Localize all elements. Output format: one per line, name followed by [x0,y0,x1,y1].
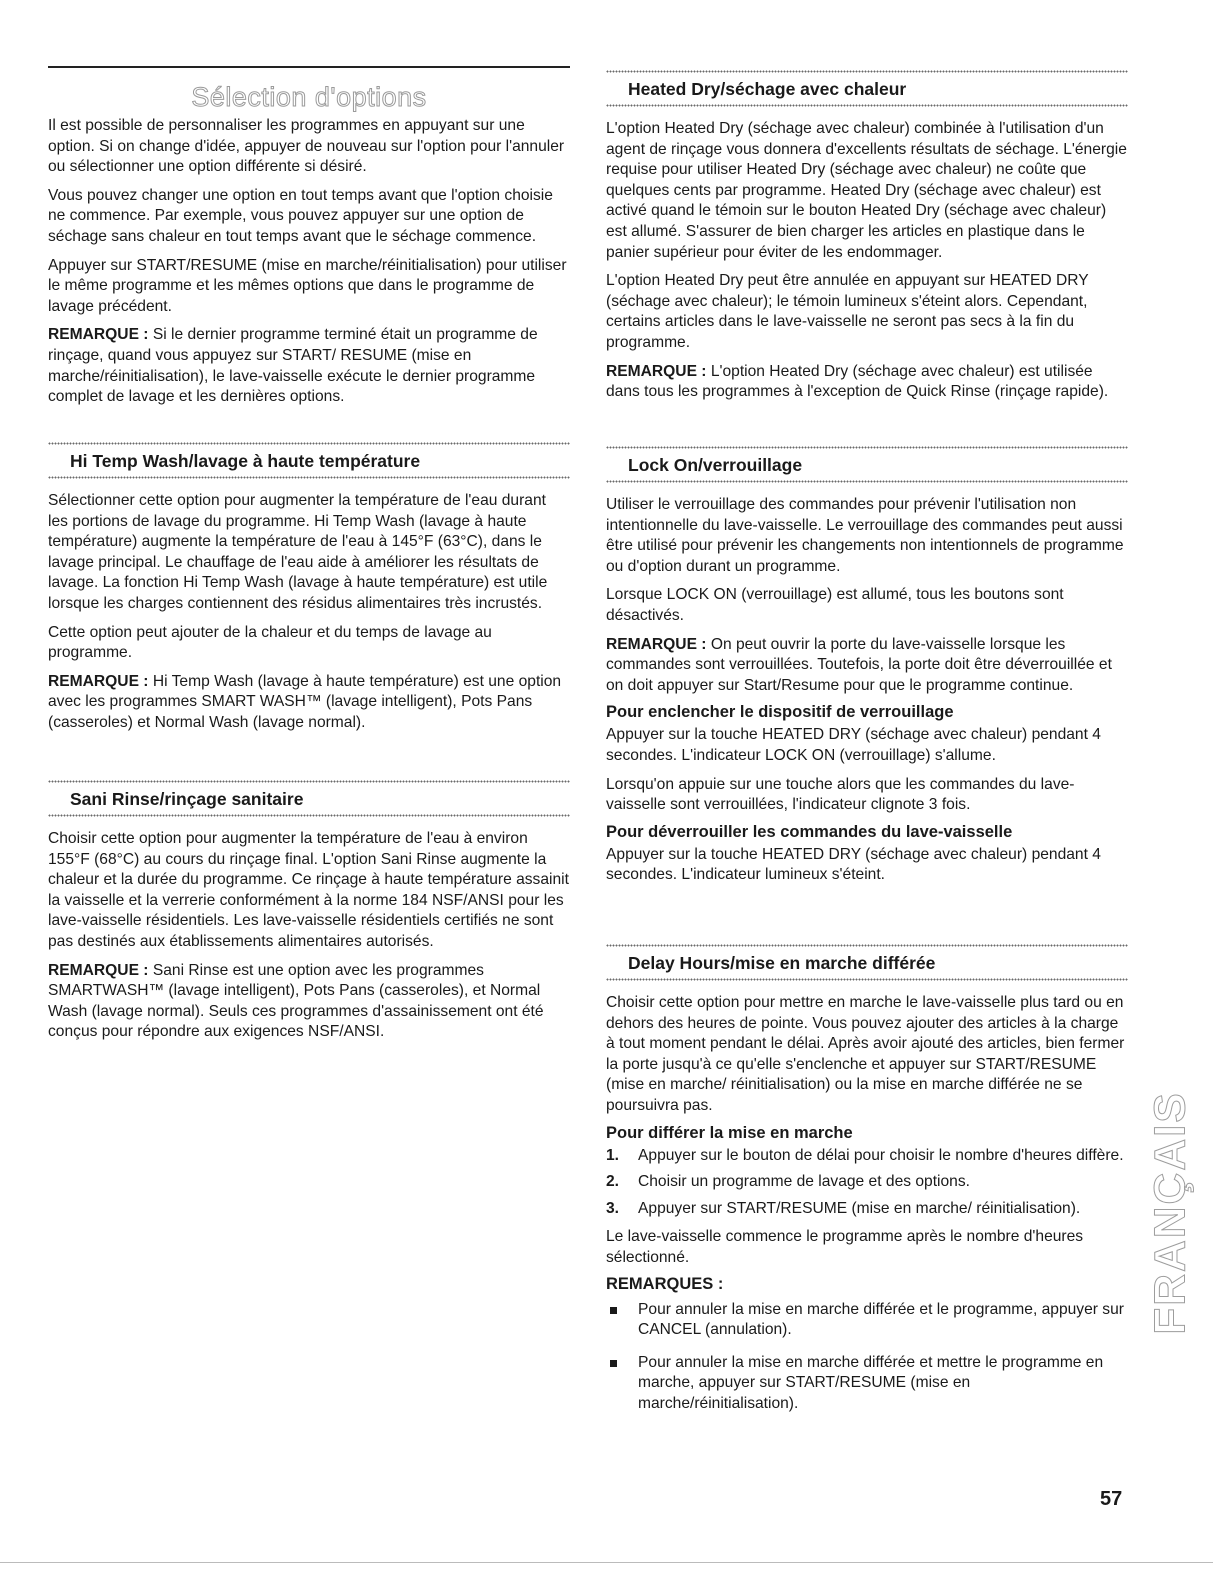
remark-text: Si le dernier programme terminé était un programme de rinçage, quand vous appuyez sur START/ RESUME (mise en marche/réinitialisation), le lave-vaisselle exécute le dernier programme complet de lavage et les dernières options. [48,326,538,406]
list-item [606,1199,1128,1220]
list-item [606,1353,1128,1415]
intro-remark [48,325,570,407]
page-number: 57 [1100,1488,1123,1510]
heated-paragraph-2: L'option Heated Dry peut être annulée en appuyant sur HEATED DRY (séchage avec chaleur); le témoin lumineux s'éteint alors. Cependant, certains articles dans le lave-vaisselle ne seront pas secs à la fin du programme. [606,272,1089,351]
lock-paragraph-4: Lorsqu'on appuie sur une touche alors que les commandes du lave-vaisselle sont verrouillées, l'indicateur clignote 3 fois. [606,775,1075,814]
bottom-rule [0,1562,1213,1563]
section-heading: Heated Dry/séchage avec chaleur [628,79,907,99]
delay-paragraph-1: Choisir cette option pour mettre en marche le lave-vaisselle plus tard ou en dehors des heures de pointe. Vous pouvez ajouter des articles à la charge à tout moment pendant le délai. Après avoir ajouté des articles, bien fermer la porte jusqu'à ce qu'elle s'enclenche et appuyer sur START/RESUME (mise en marche/ réinitialisation) ou la mise en marche différée ne se poursuivra pas. [606,994,1125,1114]
dotted-rule [606,480,1128,483]
hitemp-section [48,442,570,734]
delay-steps [606,1146,1128,1220]
remark-text: L'option Heated Dry (séchage avec chaleur) est utilisée dans tous les programmes à l'exception de Quick Rinse (rinçage rapide). [606,362,1109,401]
delay-section [606,944,1128,1415]
dotted-rule [606,978,1128,981]
lock-remark [606,635,1128,697]
remark-text: Sani Rinse est une option avec les programmes SMARTWASH™ (lavage intelligent), Pots Pans (casseroles), et Normal Wash (lavage normal). Seuls ces programmes d'assainissement ont été conçus pour répondre aux exigences NSF/ANSI. [48,961,544,1041]
dotted-rule [48,476,570,479]
sani-section [48,780,570,1043]
step-text: Appuyer sur le bouton de délai pour choisir le nombre d'heures diffère. [638,1146,1124,1164]
language-side-tab [1148,1075,1194,1350]
section-heading: Hi Temp Wash/lavage à haute température [70,451,421,471]
delay-paragraph-2: Le lave-vaisselle commence le programme après le nombre d'heures sélectionné. [606,1228,1084,1266]
unlock-subheading: Pour déverrouiller les commandes du lave-vaisselle [606,822,1013,841]
lock-subheading: Pour enclencher le dispositif de verrouillage [606,703,954,722]
intro-paragraph-2: Vous pouvez changer une option en tout temps avant que l'option choisie ne commence. Par exemple, vous pouvez appuyer sur une option de séchage sans chaleur en tout temps avant que le séchage commence. [48,186,553,245]
lock-paragraph-2: Lorsque LOCK ON (verrouillage) est allumé, tous les boutons sont désactivés. [606,586,1064,624]
step-number: 1. [606,1146,620,1164]
heated-remark [606,362,1128,403]
hitemp-paragraph-1: Sélectionner cette option pour augmenter la température de l'eau durant les portions de lavage du programme. Hi Temp Wash (lavage à haute température) augmente la température de l'eau à 145°F (63°C), dans le lavage principal. Le chauffage de l'eau aide à améliorer les résultats de lavage. La fonction Hi Temp Wash (lavage à haute température) est utile lorsque les charges contiennent des résidus alimentaires très incrustés. [48,492,548,612]
hitemp-paragraph-2: Cette option peut ajouter de la chaleur et du temps de lavage au programme. [48,623,492,662]
delay-subheading: Pour différer la mise en marche [606,1123,853,1142]
heated-section [606,70,1128,403]
step-number: 3. [606,1199,620,1217]
bullet-text: Pour annuler la mise en marche différée et le programme, appuyer sur CANCEL (annulation). [638,1300,1124,1339]
step-text: Appuyer sur START/RESUME (mise en marche/ réinitialisation). [638,1199,1081,1217]
bullet-text: Pour annuler la mise en marche différée et mettre le programme en marche, appuyer sur START/RESUME (mise en marche/réinitialisation). [638,1353,1104,1412]
dotted-rule [606,104,1128,107]
side-tab-label: FRANÇAIS [1146,1090,1196,1335]
remark-label: REMARQUE : [48,326,149,344]
list-item [606,1300,1128,1341]
list-item [606,1172,1128,1193]
lock-section [606,446,1128,886]
section-heading: Lock On/verrouillage [628,455,803,475]
section-heading: Sani Rinse/rinçage sanitaire [70,789,304,809]
lock-paragraph-3: Appuyer sur la touche HEATED DRY (séchage avec chaleur) pendant 4 secondes. L'indicateur LOCK ON (verrouillage) s'allume. [606,726,1101,764]
remark-text: On peut ouvrir la porte du lave-vaisselle lorsque les commandes sont verrouillées. Toutefois, la porte doit être déverrouillée et on doit appuyer sur Start/Resume pour que le programme continue. [606,635,1112,694]
sani-remark [48,961,570,1043]
remark-label: REMARQUE : [606,635,707,653]
page-title: Sélection d'options [191,82,427,112]
delay-remarks [606,1300,1128,1415]
bullet-square-icon [610,1360,617,1367]
remark-label: REMARQUE : [48,961,149,979]
step-text: Choisir un programme de lavage et des options. [638,1173,970,1191]
step-number: 2. [606,1173,620,1191]
heated-paragraph-1: L'option Heated Dry (séchage avec chaleur) combinée à l'utilisation d'un agent de rinçage vous donnera d'excellents résultats de séchage. L'énergie requise pour utiliser Heated Dry (séchage avec chaleur) ne coûte que quelques cents par programme. Heated Dry (séchage avec chaleur) est activé quand le témoin sur le bouton Heated Dry (séchage avec chaleur) est allumé. S'assurer de bien charger les articles en plastique dans le panier supérieur pour éviter de les endommager. [606,120,1127,261]
intro-section [48,116,570,408]
remarks-label: REMARQUES : [606,1274,724,1293]
remark-label: REMARQUE : [48,672,149,690]
section-heading: Delay Hours/mise en marche différée [628,953,936,973]
list-item [606,1146,1128,1167]
top-rule [48,66,570,68]
remark-label: REMARQUE : [606,362,707,380]
hitemp-remark [48,672,570,734]
intro-paragraph-3: Appuyer sur START/RESUME (mise en marche/réinitialisation) pour utiliser le même programme et les mêmes options que dans le programme de lavage précédent. [48,256,567,315]
sani-paragraph-1: Choisir cette option pour augmenter la température de l'eau à environ 155°F (68°C) au cours du rinçage final. L'option Sani Rinse augmente la chaleur et la durée du programme. Ce rinçage à haute température assainit la vaisselle et la verrerie conformément à la norme 184 NSF/ANSI pour les lave-vaisselle résidentiels. Les lave-vaisselle résidentiels certifiés ne sont pas destinés aux établissements alimentaires autorisés. [48,830,569,950]
dotted-rule [48,814,570,817]
lock-paragraph-5: Appuyer sur la touche HEATED DRY (séchage avec chaleur) pendant 4 secondes. L'indicateur lumineux s'éteint. [606,845,1101,884]
remark-text: Hi Temp Wash (lavage à haute température) est une option avec les programmes SMART WASH™ (lavage intelligent), Pots Pans (casseroles) et Normal Wash (lavage normal). [48,672,562,731]
lock-paragraph-1: Utiliser le verrouillage des commandes pour prévenir l'utilisation non intentionnelle du lave-vaisselle. Le verrouillage des commandes peut aussi être utilisé pour prévenir les changements non intentionnels de programme ou d'option durant un programme. [606,496,1124,575]
bullet-square-icon [610,1307,617,1314]
intro-paragraph-1: Il est possible de personnaliser les programmes en appuyant sur une option. Si on change d'idée, appuyer de nouveau sur l'option pour l'annuler ou sélectionner une option différente si désiré. [48,117,565,176]
